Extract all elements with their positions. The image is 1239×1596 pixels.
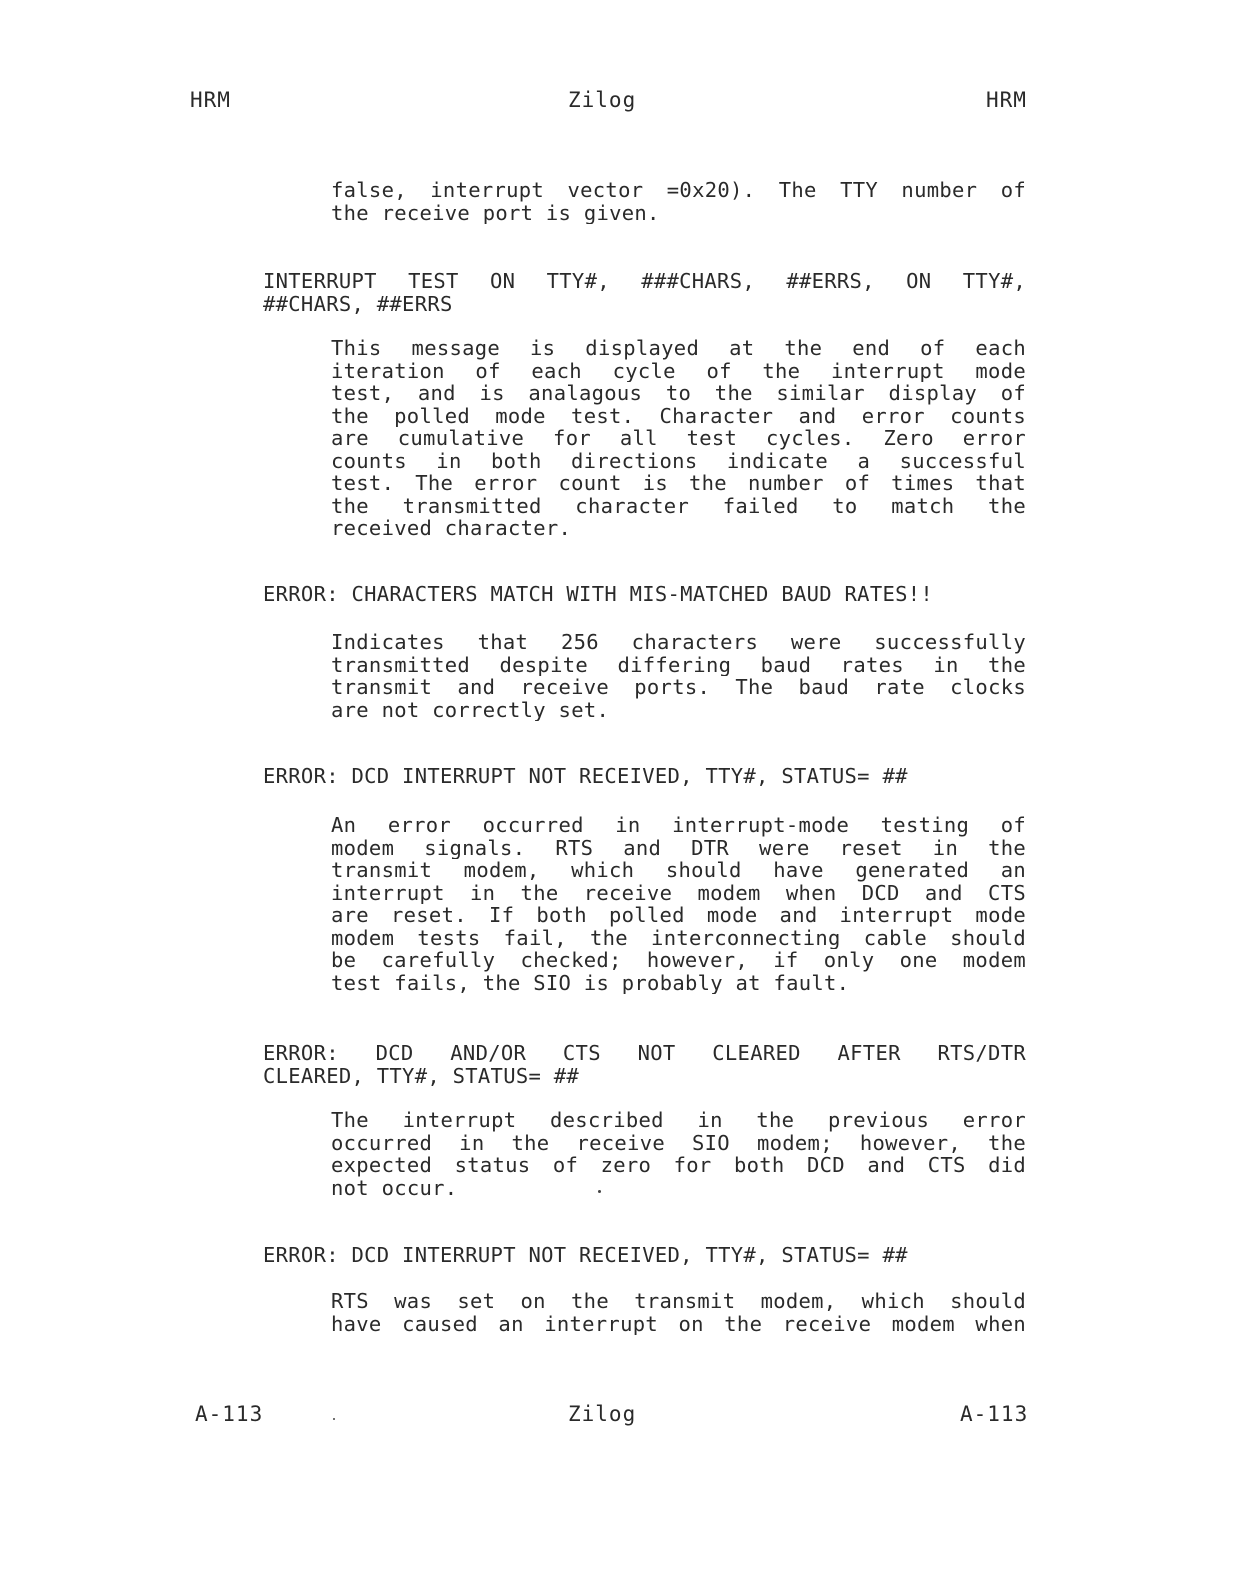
heading-line: ERROR: DCD AND/OR CTS NOT CLEARED AFTER RTS/DTR (263, 1041, 1026, 1065)
body-line: transmitted despite differing baud rates in the (331, 653, 1026, 676)
footer-left: A-113 (195, 1402, 264, 1426)
body-line: test fails, the SIO is probably at fault. (331, 971, 850, 994)
footer-center: Zilog (568, 1402, 637, 1426)
body-line: are cumulative for all test cycles. Zero error (331, 427, 1026, 450)
body-line: are not correctly set. (331, 698, 610, 721)
body-line: transmit and receive ports. The baud rate clocks (331, 676, 1026, 699)
body-line: not occur. (331, 1176, 458, 1199)
section-heading-dcd-interrupt-2 (263, 1244, 908, 1267)
scan-speck (333, 1418, 335, 1420)
intro-paragraph (331, 179, 1026, 224)
body-line: RTS was set on the transmit modem, which should (331, 1290, 1026, 1313)
body-line: modem signals. RTS and DTR were reset in the (331, 836, 1026, 859)
intro-line: the receive port is given. (331, 201, 660, 224)
body-line: counts in both directions indicate a successful (331, 449, 1026, 472)
heading-line: ERROR: DCD INTERRUPT NOT RECEIVED, TTY#, STATUS= ## (263, 764, 908, 788)
section-heading-dcd-interrupt-1 (263, 765, 908, 788)
body-line: the transmitted character failed to match the (331, 494, 1026, 517)
heading-line: ERROR: DCD INTERRUPT NOT RECEIVED, TTY#, STATUS= ## (263, 1243, 908, 1267)
heading-line: ERROR: CHARACTERS MATCH WITH MIS-MATCHED BAUD RATES!! (263, 582, 934, 606)
body-line: test, and is analagous to the similar display of (331, 382, 1026, 405)
section-body-dcd-interrupt-1 (331, 814, 1026, 994)
body-line: transmit modem, which should have generated an (331, 859, 1026, 882)
scan-speck (598, 1190, 601, 1193)
section-body-baud-mismatch (331, 631, 1026, 721)
body-line: the polled mode test. Character and error counts (331, 404, 1026, 427)
body-line: expected status of zero for both DCD and CTS did (331, 1154, 1026, 1177)
section-heading-baud-mismatch (263, 583, 933, 606)
heading-line: INTERRUPT TEST ON TTY#, ###CHARS, ##ERRS, ON TTY#, (263, 269, 1026, 293)
section-heading-dcd-cts-not-cleared (263, 1042, 1026, 1087)
body-line: This message is displayed at the end of each (331, 337, 1026, 360)
footer-right: A-113 (960, 1402, 1029, 1426)
body-line: An error occurred in interrupt-mode testing of (331, 814, 1026, 837)
section-heading-interrupt-test (263, 270, 1026, 315)
section-body-dcd-cts-not-cleared (331, 1109, 1026, 1199)
body-line: Indicates that 256 characters were successfully (331, 631, 1026, 654)
intro-line: false, interrupt vector =0x20). The TTY number of (331, 179, 1026, 202)
body-line: modem tests fail, the interconnecting cable should (331, 926, 1026, 949)
body-line: occurred in the receive SIO modem; however, the (331, 1131, 1026, 1154)
heading-line: ##CHARS, ##ERRS (263, 291, 453, 316)
body-line: have caused an interrupt on the receive modem when (331, 1312, 1026, 1335)
body-line: iteration of each cycle of the interrupt mode (331, 359, 1026, 382)
body-line: are reset. If both polled mode and interrupt mode (331, 904, 1026, 927)
body-line: received character. (331, 517, 572, 540)
header-center: Zilog (568, 88, 637, 112)
header-right: HRM (986, 88, 1027, 112)
body-line: test. The error count is the number of times that (331, 472, 1026, 495)
body-line: interrupt in the receive modem when DCD and CTS (331, 881, 1026, 904)
body-line: The interrupt described in the previous error (331, 1109, 1026, 1132)
heading-line: CLEARED, TTY#, STATUS= ## (263, 1063, 580, 1088)
section-body-interrupt-test (331, 337, 1026, 540)
section-body-dcd-interrupt-2 (331, 1290, 1026, 1335)
header-left: HRM (190, 88, 231, 112)
body-line: be carefully checked; however, if only one modem (331, 949, 1026, 972)
